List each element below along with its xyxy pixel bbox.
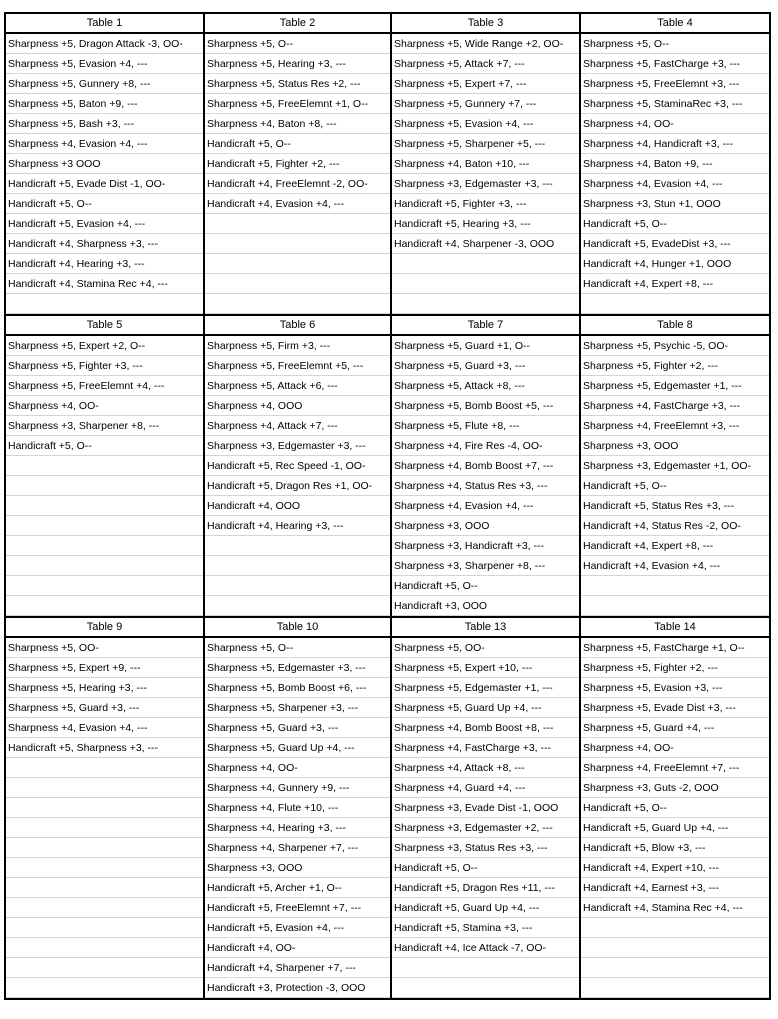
table-cell[interactable]: Sharpness +4, Baton +9, ---: [581, 154, 769, 174]
table-cell[interactable]: Sharpness +4, Gunnery +9, ---: [205, 778, 390, 798]
table-cell[interactable]: Handicraft +5, Fighter +3, ---: [392, 194, 579, 214]
table-cell[interactable]: Sharpness +5, Flute +8, ---: [392, 416, 579, 436]
table-cell[interactable]: Sharpness +5, FreeElemnt +3, ---: [581, 74, 769, 94]
table-cell[interactable]: Handicraft +4, Stamina Rec +4, ---: [581, 898, 769, 918]
table-cell[interactable]: Sharpness +5, Expert +7, ---: [392, 74, 579, 94]
table-cell[interactable]: Handicraft +4, Earnest +3, ---: [581, 878, 769, 898]
table-cell[interactable]: Handicraft +4, Sharpener +7, ---: [205, 958, 390, 978]
table-cell[interactable]: Sharpness +5, Evasion +3, ---: [581, 678, 769, 698]
table-cell[interactable]: [6, 294, 203, 314]
table-cell[interactable]: Sharpness +5, Hearing +3, ---: [205, 54, 390, 74]
table-4: [581, 14, 771, 314]
table-cell[interactable]: Sharpness +5, Guard Up +4, ---: [205, 738, 390, 758]
table-cell[interactable]: Sharpness +3, Sharpener +8, ---: [392, 556, 579, 576]
table-cell[interactable]: Sharpness +4, FastCharge +3, ---: [392, 738, 579, 758]
table-10: [205, 618, 392, 998]
table-cell[interactable]: Handicraft +5, Dragon Res +11, ---: [392, 878, 579, 898]
table-cell[interactable]: Sharpness +5, Attack +8, ---: [392, 376, 579, 396]
table-title: Table 7: [392, 316, 579, 336]
table-cell[interactable]: [6, 516, 203, 536]
table-cell[interactable]: Handicraft +4, Hunger +1, OOO: [581, 254, 769, 274]
table-cell[interactable]: Sharpness +5, O--: [581, 34, 769, 54]
table-cell[interactable]: [205, 254, 390, 274]
table-cell[interactable]: Handicraft +5, EvadeDist +3, ---: [581, 234, 769, 254]
table-cell[interactable]: Handicraft +4, Status Res -2, OO-: [581, 516, 769, 536]
table-cell[interactable]: Sharpness +4, OO-: [581, 738, 769, 758]
table-cell[interactable]: [392, 294, 579, 314]
table-cell[interactable]: Handicraft +5, Hearing +3, ---: [392, 214, 579, 234]
table-cell[interactable]: Handicraft +5, O--: [392, 858, 579, 878]
table-cell[interactable]: Sharpness +5, Guard +3, ---: [6, 698, 203, 718]
table-cell[interactable]: Sharpness +5, Fighter +2, ---: [581, 356, 769, 376]
table-cell[interactable]: Sharpness +4, Guard +4, ---: [392, 778, 579, 798]
table-title: Table 1: [6, 14, 203, 34]
table-cell[interactable]: Sharpness +4, Bomb Boost +8, ---: [392, 718, 579, 738]
table-cell[interactable]: Handicraft +5, Evasion +4, ---: [205, 918, 390, 938]
table-cell[interactable]: [6, 596, 203, 616]
table-cell[interactable]: [6, 496, 203, 516]
table-cell[interactable]: [6, 556, 203, 576]
table-cell[interactable]: Sharpness +4, FreeElemnt +3, ---: [581, 416, 769, 436]
table-cell[interactable]: Sharpness +5, FreeElemnt +5, ---: [205, 356, 390, 376]
table-cell[interactable]: Sharpness +5, O--: [205, 638, 390, 658]
table-cell[interactable]: Sharpness +5, Bash +3, ---: [6, 114, 203, 134]
table-cell[interactable]: Sharpness +5, Dragon Attack -3, OO-: [6, 34, 203, 54]
table-cell[interactable]: [6, 918, 203, 938]
table-cell[interactable]: [6, 938, 203, 958]
spreadsheet-grid: [4, 12, 771, 1000]
table-cell[interactable]: Sharpness +4, Evasion +4, ---: [581, 174, 769, 194]
table-cell[interactable]: [205, 274, 390, 294]
table-cell[interactable]: Sharpness +5, FreeElemnt +4, ---: [6, 376, 203, 396]
table-band-1: [6, 14, 771, 316]
table-cell[interactable]: Sharpness +3, Status Res +3, ---: [392, 838, 579, 858]
table-cell[interactable]: Sharpness +5, Guard +3, ---: [392, 356, 579, 376]
table-cell[interactable]: Handicraft +4, Expert +10, ---: [581, 858, 769, 878]
table-cell[interactable]: Handicraft +4, Stamina Rec +4, ---: [6, 274, 203, 294]
table-cell[interactable]: [6, 536, 203, 556]
table-cell[interactable]: Sharpness +4, OO-: [205, 758, 390, 778]
table-title: Table 6: [205, 316, 390, 336]
table-band-2: [6, 316, 771, 618]
table-5: [6, 316, 205, 616]
table-title: Table 2: [205, 14, 390, 34]
table-cell[interactable]: Sharpness +5, Hearing +3, ---: [6, 678, 203, 698]
table-cell[interactable]: Sharpness +5, Evade Dist +3, ---: [581, 698, 769, 718]
table-cell[interactable]: Sharpness +5, Firm +3, ---: [205, 336, 390, 356]
table-14: [581, 618, 771, 998]
table-cell[interactable]: [205, 596, 390, 616]
table-title: Table 5: [6, 316, 203, 336]
table-cell[interactable]: Sharpness +5, Guard Up +4, ---: [392, 698, 579, 718]
table-cell[interactable]: Handicraft +5, FreeElemnt +7, ---: [205, 898, 390, 918]
table-cell[interactable]: Handicraft +5, Guard Up +4, ---: [392, 898, 579, 918]
table-cell[interactable]: Handicraft +4, Expert +8, ---: [581, 536, 769, 556]
table-cell[interactable]: Sharpness +3, Edgemaster +3, ---: [392, 174, 579, 194]
table-cell[interactable]: Handicraft +5, Dragon Res +1, OO-: [205, 476, 390, 496]
table-cell[interactable]: Sharpness +4, FastCharge +3, ---: [581, 396, 769, 416]
table-cell[interactable]: [205, 214, 390, 234]
table-title: Table 4: [581, 14, 769, 34]
table-cell[interactable]: Sharpness +3 OOO: [6, 154, 203, 174]
table-cell[interactable]: Sharpness +5, Guard +3, ---: [205, 718, 390, 738]
table-cell[interactable]: Sharpness +3, Stun +1, OOO: [581, 194, 769, 214]
table-cell[interactable]: Sharpness +5, Evasion +4, ---: [6, 54, 203, 74]
table-cell[interactable]: Sharpness +5, Bomb Boost +6, ---: [205, 678, 390, 698]
table-cell[interactable]: [6, 758, 203, 778]
table-cell[interactable]: [581, 978, 769, 998]
table-cell[interactable]: Sharpness +5, Sharpener +5, ---: [392, 134, 579, 154]
table-cell[interactable]: Handicraft +4, OOO: [205, 496, 390, 516]
table-cell[interactable]: [6, 818, 203, 838]
table-cell[interactable]: Sharpness +5, Edgemaster +3, ---: [205, 658, 390, 678]
table-6: [205, 316, 392, 616]
table-cell[interactable]: Sharpness +3, Sharpener +8, ---: [6, 416, 203, 436]
table-cell[interactable]: Handicraft +4, Hearing +3, ---: [6, 254, 203, 274]
table-cell[interactable]: Handicraft +4, Sharpness +3, ---: [6, 234, 203, 254]
table-cell[interactable]: Handicraft +5, O--: [581, 214, 769, 234]
table-9: [6, 618, 205, 998]
table-title: Table 8: [581, 316, 769, 336]
table-cell[interactable]: Handicraft +5, O--: [6, 436, 203, 456]
table-cell[interactable]: Sharpness +4, Baton +8, ---: [205, 114, 390, 134]
table-cell[interactable]: Sharpness +5, Gunnery +7, ---: [392, 94, 579, 114]
table-cell[interactable]: Sharpness +4, Evasion +4, ---: [6, 718, 203, 738]
table-cell[interactable]: Sharpness +5, Expert +2, O--: [6, 336, 203, 356]
table-cell[interactable]: Handicraft +4, Evasion +4, ---: [205, 194, 390, 214]
table-cell[interactable]: Sharpness +5, FastCharge +1, O--: [581, 638, 769, 658]
table-cell[interactable]: Sharpness +5, Psychic -5, OO-: [581, 336, 769, 356]
table-cell[interactable]: Handicraft +5, Status Res +3, ---: [581, 496, 769, 516]
table-cell[interactable]: Handicraft +5, Fighter +2, ---: [205, 154, 390, 174]
table-cell[interactable]: [392, 254, 579, 274]
table-cell[interactable]: Handicraft +5, O--: [581, 476, 769, 496]
table-cell[interactable]: Sharpness +5, Fighter +2, ---: [581, 658, 769, 678]
table-cell[interactable]: Sharpness +4, Fire Res -4, OO-: [392, 436, 579, 456]
table-cell[interactable]: Handicraft +5, Sharpness +3, ---: [6, 738, 203, 758]
table-title: Table 3: [392, 14, 579, 34]
table-cell[interactable]: Handicraft +5, O--: [581, 798, 769, 818]
table-cell[interactable]: Handicraft +5, O--: [205, 134, 390, 154]
table-cell[interactable]: Handicraft +5, Rec Speed -1, OO-: [205, 456, 390, 476]
table-cell[interactable]: [6, 476, 203, 496]
table-cell[interactable]: Handicraft +5, Stamina +3, ---: [392, 918, 579, 938]
table-13: [392, 618, 581, 998]
table-cell[interactable]: Sharpness +4, OOO: [205, 396, 390, 416]
table-cell[interactable]: Sharpness +4, Evasion +4, ---: [392, 496, 579, 516]
table-cell[interactable]: Sharpness +4, OO-: [6, 396, 203, 416]
table-cell[interactable]: [6, 898, 203, 918]
table-cell[interactable]: Sharpness +5, Edgemaster +1, ---: [581, 376, 769, 396]
table-cell[interactable]: Handicraft +4, OO-: [205, 938, 390, 958]
table-cell[interactable]: Sharpness +3, OOO: [581, 436, 769, 456]
table-cell[interactable]: Sharpness +5, Gunnery +8, ---: [6, 74, 203, 94]
table-cell[interactable]: [581, 294, 769, 314]
table-cell[interactable]: Sharpness +5, Expert +10, ---: [392, 658, 579, 678]
table-cell[interactable]: Sharpness +3, Handicraft +3, ---: [392, 536, 579, 556]
table-cell[interactable]: Sharpness +5, Bomb Boost +5, ---: [392, 396, 579, 416]
table-cell[interactable]: Sharpness +5, StaminaRec +3, ---: [581, 94, 769, 114]
table-cell[interactable]: Sharpness +4, Sharpener +7, ---: [205, 838, 390, 858]
table-cell[interactable]: Handicraft +3, Protection -3, OOO: [205, 978, 390, 998]
table-cell[interactable]: Sharpness +5, Edgemaster +1, ---: [392, 678, 579, 698]
table-cell[interactable]: Sharpness +4, Attack +7, ---: [205, 416, 390, 436]
table-cell[interactable]: [205, 294, 390, 314]
table-cell[interactable]: [6, 838, 203, 858]
table-cell[interactable]: Sharpness +4, Baton +10, ---: [392, 154, 579, 174]
table-cell[interactable]: Sharpness +5, Baton +9, ---: [6, 94, 203, 114]
table-cell[interactable]: Sharpness +5, Evasion +4, ---: [392, 114, 579, 134]
table-cell[interactable]: Sharpness +5, O--: [205, 34, 390, 54]
table-cell[interactable]: [581, 958, 769, 978]
table-cell[interactable]: Sharpness +3, Guts -2, OOO: [581, 778, 769, 798]
table-cell[interactable]: Handicraft +5, Guard Up +4, ---: [581, 818, 769, 838]
table-cell[interactable]: [6, 456, 203, 476]
table-cell[interactable]: Sharpness +3, OOO: [205, 858, 390, 878]
table-2: [205, 14, 392, 314]
table-cell[interactable]: Handicraft +3, OOO: [392, 596, 579, 616]
table-cell[interactable]: [392, 958, 579, 978]
table-cell[interactable]: Sharpness +5, OO-: [6, 638, 203, 658]
table-cell[interactable]: Sharpness +5, OO-: [392, 638, 579, 658]
table-cell[interactable]: Handicraft +4, Expert +8, ---: [581, 274, 769, 294]
table-cell[interactable]: Handicraft +5, Blow +3, ---: [581, 838, 769, 858]
table-title: Table 13: [392, 618, 579, 638]
table-8: [581, 316, 771, 616]
table-cell[interactable]: [581, 596, 769, 616]
table-cell[interactable]: Sharpness +4, Bomb Boost +7, ---: [392, 456, 579, 476]
table-cell[interactable]: Sharpness +3, OOO: [392, 516, 579, 536]
table-cell[interactable]: [205, 576, 390, 596]
table-cell[interactable]: Handicraft +4, Evasion +4, ---: [581, 556, 769, 576]
table-cell[interactable]: [6, 878, 203, 898]
table-cell[interactable]: Handicraft +4, Hearing +3, ---: [205, 516, 390, 536]
table-cell[interactable]: Sharpness +5, Attack +7, ---: [392, 54, 579, 74]
table-cell[interactable]: [6, 778, 203, 798]
table-cell[interactable]: Sharpness +4, FreeElemnt +7, ---: [581, 758, 769, 778]
table-cell[interactable]: Sharpness +5, Wide Range +2, OO-: [392, 34, 579, 54]
table-cell[interactable]: [6, 958, 203, 978]
table-cell[interactable]: [205, 556, 390, 576]
table-cell[interactable]: Sharpness +5, Expert +9, ---: [6, 658, 203, 678]
table-cell[interactable]: Sharpness +3, Evade Dist -1, OOO: [392, 798, 579, 818]
table-title: Table 10: [205, 618, 390, 638]
table-cell[interactable]: [581, 576, 769, 596]
table-cell[interactable]: Sharpness +5, FreeElemnt +1, O--: [205, 94, 390, 114]
table-cell[interactable]: [6, 978, 203, 998]
table-title: Table 9: [6, 618, 203, 638]
table-cell[interactable]: Sharpness +5, Sharpener +3, ---: [205, 698, 390, 718]
table-title: Table 14: [581, 618, 769, 638]
table-cell[interactable]: [6, 858, 203, 878]
table-cell[interactable]: Handicraft +5, Archer +1, O--: [205, 878, 390, 898]
table-cell[interactable]: Handicraft +4, Sharpener -3, OOO: [392, 234, 579, 254]
table-cell[interactable]: Handicraft +5, O--: [6, 194, 203, 214]
table-cell[interactable]: Sharpness +3, Edgemaster +3, ---: [205, 436, 390, 456]
table-cell[interactable]: Sharpness +5, FastCharge +3, ---: [581, 54, 769, 74]
table-cell[interactable]: Sharpness +4, Flute +10, ---: [205, 798, 390, 818]
table-cell[interactable]: Handicraft +4, FreeElemnt -2, OO-: [205, 174, 390, 194]
table-cell[interactable]: Sharpness +4, Status Res +3, ---: [392, 476, 579, 496]
table-cell[interactable]: Sharpness +5, Status Res +2, ---: [205, 74, 390, 94]
table-1: [6, 14, 205, 314]
table-7: [392, 316, 581, 616]
table-cell[interactable]: [392, 274, 579, 294]
table-cell[interactable]: Sharpness +5, Guard +1, O--: [392, 336, 579, 356]
table-cell[interactable]: [581, 918, 769, 938]
table-band-3: [6, 618, 771, 1000]
table-cell[interactable]: Sharpness +5, Attack +6, ---: [205, 376, 390, 396]
table-cell[interactable]: [205, 234, 390, 254]
table-cell[interactable]: Handicraft +5, Evasion +4, ---: [6, 214, 203, 234]
table-cell[interactable]: [6, 576, 203, 596]
table-cell[interactable]: Sharpness +3, Edgemaster +2, ---: [392, 818, 579, 838]
table-cell[interactable]: Sharpness +4, OO-: [581, 114, 769, 134]
table-3: [392, 14, 581, 314]
table-cell[interactable]: Handicraft +4, Ice Attack -7, OO-: [392, 938, 579, 958]
table-cell[interactable]: Sharpness +4, Evasion +4, ---: [6, 134, 203, 154]
table-cell[interactable]: [581, 938, 769, 958]
table-cell[interactable]: Sharpness +4, Handicraft +3, ---: [581, 134, 769, 154]
table-cell[interactable]: [205, 536, 390, 556]
table-cell[interactable]: Sharpness +5, Fighter +3, ---: [6, 356, 203, 376]
table-cell[interactable]: Sharpness +4, Attack +8, ---: [392, 758, 579, 778]
table-cell[interactable]: [392, 978, 579, 998]
table-cell[interactable]: Handicraft +5, O--: [392, 576, 579, 596]
table-cell[interactable]: Sharpness +5, Guard +4, ---: [581, 718, 769, 738]
table-cell[interactable]: Handicraft +5, Evade Dist -1, OO-: [6, 174, 203, 194]
table-cell[interactable]: Sharpness +4, Hearing +3, ---: [205, 818, 390, 838]
table-cell[interactable]: Sharpness +3, Edgemaster +1, OO-: [581, 456, 769, 476]
table-cell[interactable]: [6, 798, 203, 818]
